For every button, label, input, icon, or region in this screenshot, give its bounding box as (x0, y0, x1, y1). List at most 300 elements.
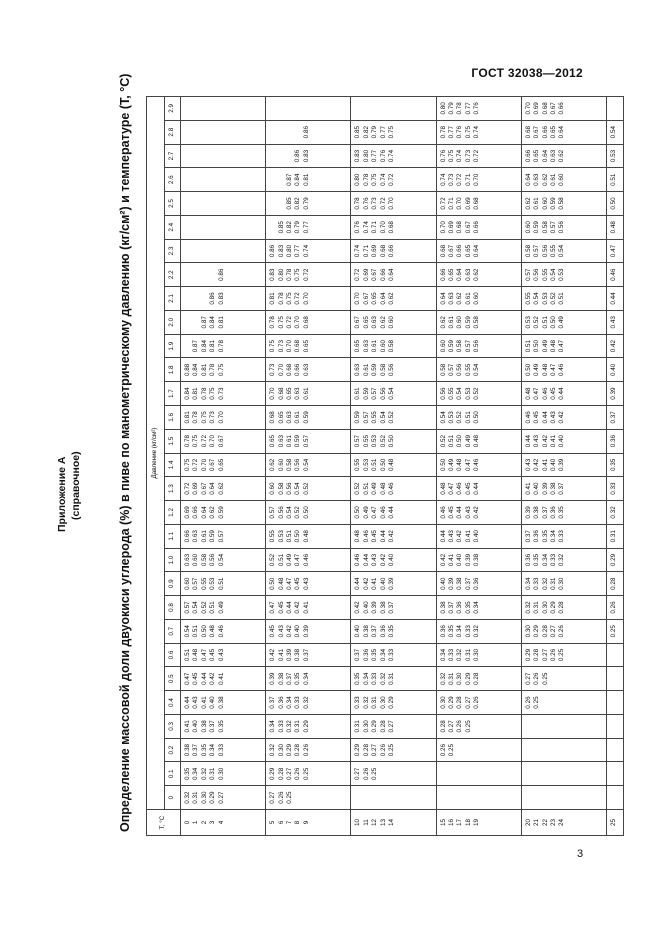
co2-value: 0.69 (533, 102, 541, 115)
co2-value: 0.65 (277, 411, 285, 424)
co2-value-cell (351, 429, 436, 453)
co2-value: 0.65 (302, 339, 310, 353)
co2-value: 0.41 (464, 530, 472, 543)
co2-value: 0.36 (549, 506, 557, 519)
co2-value: 0.81 (192, 387, 200, 400)
co2-value: 0.53 (371, 435, 379, 448)
co2-value: 0.52 (388, 411, 395, 424)
co2-value: 0.72 (200, 435, 208, 448)
co2-value: 0.46 (388, 482, 395, 495)
co2-value: 0.32 (286, 720, 293, 733)
co2-value: 0.39 (524, 506, 532, 519)
co2-value: 0.27 (354, 767, 362, 780)
co2-value: 0.29 (533, 625, 541, 638)
co2-value: 0.51 (286, 530, 293, 543)
co2-value-cell (266, 97, 351, 121)
co2-value: 0.25 (388, 743, 395, 757)
co2-value-cell (521, 643, 606, 667)
co2-value-cell (606, 287, 623, 311)
co2-value: 0.40 (192, 720, 200, 733)
co2-value (278, 121, 286, 144)
co2-value-cell (351, 358, 436, 382)
co2-value: 0.70 (217, 411, 225, 424)
co2-value: 0.34 (192, 767, 200, 780)
co2-value: 0.35 (533, 553, 541, 567)
co2-value: 0.41 (302, 601, 310, 614)
co2-value: 0.78 (439, 126, 447, 139)
co2-value: 0.65 (533, 149, 541, 163)
co2-value: 0.50 (549, 316, 557, 329)
co2-value-cell (521, 477, 606, 501)
co2-value: 0.38 (473, 553, 481, 567)
co2-value: 0.35 (541, 530, 549, 543)
co2-value: 0.61 (200, 530, 208, 543)
co2-value: 0.25 (541, 672, 549, 685)
co2-value (269, 168, 277, 191)
standard-code: ГОСТ 32038—2012 (471, 66, 583, 80)
co2-value: 0.35 (371, 648, 379, 662)
co2-value: 0.32 (456, 648, 464, 662)
co2-value: 0.56 (558, 221, 566, 234)
co2-value: 0.86 (269, 244, 277, 258)
co2-value: 0.62 (209, 506, 217, 519)
co2-value: 0.41 (200, 696, 208, 709)
co2-value: 0.27 (447, 720, 455, 733)
co2-value: 0.70 (209, 435, 217, 448)
co2-value-cell (606, 762, 623, 786)
co2-value: 0.32 (541, 577, 549, 590)
co2-value: 0.29 (549, 601, 557, 614)
co2-value: 0.46 (456, 482, 464, 495)
co2-value: 0.81 (200, 363, 208, 376)
co2-value: 0.29 (371, 720, 379, 733)
co2-value: 0.54 (456, 387, 464, 400)
co2-value: 0.38 (184, 743, 191, 757)
co2-value: 0.32 (269, 743, 277, 757)
co2-value: 0.49 (447, 458, 455, 472)
co2-value: 0.45 (294, 577, 302, 590)
co2-value: 0.32 (184, 791, 191, 804)
co2-value-cell (606, 168, 623, 192)
co2-value: 0.77 (371, 149, 379, 163)
co2-value: 0.31 (209, 767, 217, 780)
co2-value-cell (521, 667, 606, 691)
co2-value-cell (181, 786, 266, 810)
co2-value: 0.78 (184, 435, 191, 448)
co2-value: 0.52 (473, 387, 481, 400)
co2-value: 0.80 (286, 244, 293, 258)
co2-value-cell (181, 263, 266, 287)
co2-value (184, 287, 192, 310)
co2-value: 0.54 (184, 625, 191, 638)
co2-value: 0.63 (464, 268, 472, 281)
co2-value-cell (436, 667, 521, 691)
temperature-value: 11 (362, 819, 370, 826)
co2-value (201, 263, 209, 286)
co2-value: 0.67 (354, 316, 362, 329)
co2-value: 0.27 (371, 743, 379, 757)
co2-value: 0.44 (524, 435, 532, 448)
co2-value: 0.34 (524, 577, 532, 590)
co2-value: 0.45 (209, 648, 217, 662)
co2-value-cell (351, 477, 436, 501)
co2-value: 0.73 (209, 411, 217, 424)
co2-value: 0.50 (524, 363, 532, 376)
co2-value: 0.41 (549, 435, 557, 448)
temperature-value: 9 (302, 820, 310, 825)
co2-value: 0.25 (286, 791, 293, 804)
pressure-col-header: 2.9 (165, 97, 181, 121)
co2-value: 0.51 (277, 553, 285, 567)
co2-value: 0.45 (447, 506, 455, 519)
co2-value: 0.78 (209, 363, 217, 376)
co2-value: 0.42 (533, 458, 541, 472)
co2-value (278, 168, 286, 191)
co2-value-cell (181, 524, 266, 548)
co2-value: 0.30 (277, 743, 285, 757)
co2-value-cell (266, 382, 351, 406)
co2-value: 0.48 (456, 458, 464, 472)
co2-value (558, 691, 566, 714)
co2-value: 0.46 (473, 458, 481, 472)
co2-value: 0.70 (294, 316, 302, 329)
co2-value: 0.60 (558, 173, 566, 186)
co2-value-cell (351, 287, 436, 311)
co2-value: 0.77 (302, 221, 310, 234)
co2-value-cell (181, 548, 266, 572)
co2-value: 0.37 (558, 482, 566, 495)
co2-value: 0.74 (302, 244, 310, 258)
co2-value: 0.66 (456, 244, 464, 258)
co2-value: 0.54 (549, 268, 557, 281)
table-row (521, 97, 606, 836)
temperature-value: 10 (354, 819, 362, 827)
co2-value: 0.46 (217, 625, 225, 638)
co2-value: 0.34 (362, 672, 370, 685)
co2-value: 0.40 (558, 435, 566, 448)
co2-value: 0.78 (192, 411, 200, 424)
co2-value-cell (266, 215, 351, 239)
co2-value: 0.42 (558, 411, 566, 424)
co2-value: 0.51 (371, 458, 379, 472)
co2-value: 0.52 (379, 435, 387, 448)
co2-value: 0.31 (192, 791, 200, 804)
co2-value: 0.46 (362, 530, 370, 543)
co2-value: 0.28 (541, 625, 549, 638)
co2-value: 0.30 (473, 648, 481, 662)
co2-value: 0.73 (464, 149, 472, 163)
temperature-value: 18 (464, 819, 472, 827)
co2-value: 0.31 (609, 530, 617, 543)
co2-value: 0.83 (354, 149, 362, 163)
co2-value: 0.45 (533, 411, 541, 424)
co2-value-cell (606, 738, 623, 762)
co2-value: 0.42 (439, 553, 447, 567)
co2-value-cell (436, 382, 521, 406)
temperature-value: 20 (524, 819, 532, 827)
co2-value: 0.65 (362, 316, 370, 329)
co2-value-cell (436, 643, 521, 667)
pressure-col-header: 2.4 (165, 215, 181, 239)
co2-value: 0.28 (439, 720, 447, 733)
co2-value-cell (436, 477, 521, 501)
co2-value (269, 145, 277, 168)
co2-value: 0.35 (447, 625, 455, 638)
co2-value: 0.51 (217, 577, 225, 590)
co2-value: 0.28 (362, 743, 370, 757)
co2-value: 0.58 (558, 197, 566, 210)
co2-value-cell (351, 144, 436, 168)
co2-value-cell (181, 714, 266, 738)
co2-value: 0.40 (456, 553, 464, 567)
co2-value: 0.74 (379, 173, 387, 186)
co2-value: 0.43 (609, 316, 617, 329)
co2-value: 0.61 (362, 363, 370, 376)
co2-value: 0.56 (541, 244, 549, 258)
co2-value: 0.25 (371, 767, 379, 780)
co2-value-cell (436, 334, 521, 358)
co2-value: 0.40 (379, 577, 387, 590)
temperature-value: 0 (184, 820, 191, 825)
co2-value-cell (266, 263, 351, 287)
co2-value: 0.44 (379, 530, 387, 543)
co2-value: 0.52 (533, 316, 541, 329)
co2-value: 0.68 (456, 221, 464, 234)
co2-value-cell (266, 524, 351, 548)
temperature-value: 14 (388, 819, 395, 827)
co2-value-cell (521, 786, 606, 810)
co2-value: 0.79 (302, 197, 310, 210)
co2-value-cell (266, 239, 351, 263)
co2-value: 0.49 (558, 316, 566, 329)
co2-value: 0.64 (473, 244, 481, 258)
co2-value: 0.37 (464, 577, 472, 590)
co2-value: 0.71 (464, 173, 472, 186)
co2-value: 0.47 (200, 648, 208, 662)
co2-value: 0.63 (192, 530, 200, 543)
co2-value: 0.66 (541, 126, 549, 139)
co2-value-cell (266, 358, 351, 382)
co2-value: 0.63 (354, 363, 362, 376)
co2-value: 0.75 (269, 339, 277, 353)
co2-value-cell (606, 572, 623, 596)
co2-value: 0.29 (524, 648, 532, 662)
co2-value-cell (521, 358, 606, 382)
co2-value: 0.56 (533, 268, 541, 281)
co2-value: 0.27 (524, 672, 532, 685)
co2-value: 0.39 (371, 601, 379, 614)
co2-value: 0.62 (217, 482, 225, 495)
co2-value: 0.65 (464, 244, 472, 258)
co2-value-cell (181, 334, 266, 358)
co2-value-cell (521, 334, 606, 358)
co2-value-cell (266, 572, 351, 596)
co2-value: 0.40 (362, 601, 370, 614)
co2-value: 0.38 (277, 672, 285, 685)
co2-value: 0.70 (456, 197, 464, 210)
co2-value: 0.59 (354, 411, 362, 424)
co2-value: 0.37 (354, 648, 362, 662)
co2-value-cell (521, 97, 606, 121)
temperature-value: 2 (200, 820, 208, 825)
co2-value: 0.56 (209, 553, 217, 567)
co2-value: 0.34 (549, 530, 557, 543)
co2-value: 0.42 (286, 625, 293, 638)
co2-value: 0.72 (302, 268, 310, 281)
temperature-cell (181, 810, 266, 836)
co2-value: 0.25 (447, 743, 455, 757)
co2-value: 0.41 (524, 482, 532, 495)
co2-value: 0.28 (294, 743, 302, 757)
co2-value: 0.84 (184, 387, 191, 400)
co2-value: 0.28 (609, 577, 617, 590)
co2-value-cell (266, 144, 351, 168)
temperature-value: 7 (286, 820, 293, 825)
co2-value: 0.49 (464, 435, 472, 448)
co2-value: 0.32 (524, 601, 532, 614)
co2-value: 0.67 (447, 244, 455, 258)
co2-value: 0.49 (362, 506, 370, 519)
co2-value: 0.59 (464, 316, 472, 329)
co2-value: 0.47 (184, 672, 191, 685)
co2-value: 0.33 (447, 648, 455, 662)
table-row (436, 97, 521, 836)
co2-value: 0.67 (533, 126, 541, 139)
co2-value: 0.60 (388, 316, 395, 329)
co2-value-cell (521, 215, 606, 239)
co2-value: 0.38 (294, 648, 302, 662)
co2-value: 0.53 (362, 458, 370, 472)
co2-value: 0.50 (269, 577, 277, 590)
co2-value: 0.52 (439, 435, 447, 448)
co2-value (192, 263, 200, 286)
co2-value: 0.54 (286, 506, 293, 519)
co2-value-cell (521, 192, 606, 216)
co2-value: 0.47 (549, 363, 557, 376)
co2-value: 0.62 (524, 197, 532, 210)
co2-value (456, 739, 464, 762)
co2-value: 0.56 (439, 387, 447, 400)
co2-value: 0.38 (456, 577, 464, 590)
co2-value: 0.74 (388, 149, 395, 163)
pressure-col-header: 2.6 (165, 168, 181, 192)
page-number: 3 (577, 848, 584, 860)
co2-value: 0.57 (184, 601, 191, 614)
co2-value: 0.76 (379, 149, 387, 163)
co2-value: 0.42 (609, 339, 617, 353)
co2-value: 0.31 (533, 601, 541, 614)
co2-value: 0.53 (609, 149, 617, 163)
co2-value-cell (351, 524, 436, 548)
co2-value-cell (521, 619, 606, 643)
co2-value-cell (521, 453, 606, 477)
co2-value: 0.39 (464, 553, 472, 567)
co2-value: 0.32 (302, 696, 310, 709)
co2-value: 0.36 (456, 601, 464, 614)
co2-value: 0.74 (362, 221, 370, 234)
co2-value-cell (606, 524, 623, 548)
co2-value: 0.72 (388, 173, 395, 186)
co2-value: 0.69 (362, 268, 370, 281)
co2-value: 0.26 (533, 672, 541, 685)
co2-value: 0.31 (388, 672, 395, 685)
co2-value (550, 667, 558, 690)
co2-value: 0.30 (200, 791, 208, 804)
co2-value: 0.51 (609, 173, 617, 186)
co2-value: 0.27 (549, 625, 557, 638)
co2-value-cell (266, 477, 351, 501)
co2-value: 0.60 (473, 292, 481, 305)
co2-value: 0.54 (379, 411, 387, 424)
co2-value: 0.58 (456, 339, 464, 353)
co2-value: 0.28 (473, 672, 481, 685)
co2-value: 0.36 (609, 435, 617, 448)
co2-value: 0.86 (209, 292, 217, 305)
co2-value: 0.44 (184, 696, 191, 709)
co2-value-cell (436, 405, 521, 429)
co2-value: 0.44 (439, 530, 447, 543)
co2-value: 0.40 (388, 553, 395, 567)
co2-value-cell (521, 572, 606, 596)
co2-value-cell (521, 239, 606, 263)
co2-value (269, 216, 277, 239)
co2-value: 0.58 (286, 458, 293, 472)
co2-value: 0.50 (439, 458, 447, 472)
co2-value: 0.30 (558, 577, 566, 590)
co2-value: 0.27 (464, 696, 472, 709)
co2-value: 0.51 (362, 482, 370, 495)
co2-value: 0.80 (354, 173, 362, 186)
co2-value: 0.51 (209, 601, 217, 614)
co2-value: 0.63 (533, 173, 541, 186)
co2-value: 0.81 (184, 411, 191, 424)
co2-value: 0.34 (269, 720, 277, 733)
co2-value-cell (181, 667, 266, 691)
co2-value: 0.61 (354, 387, 362, 400)
co2-value: 0.51 (558, 292, 566, 305)
co2-value: 0.62 (388, 292, 395, 305)
co2-value: 0.64 (209, 482, 217, 495)
co2-value: 0.58 (473, 316, 481, 329)
pressure-col-header: 2.8 (165, 120, 181, 144)
co2-value: 0.72 (379, 197, 387, 210)
co2-value: 0.64 (388, 268, 395, 281)
co2-value: 0.39 (447, 577, 455, 590)
co2-value: 0.48 (609, 221, 617, 234)
co2-value-cell (351, 501, 436, 525)
co2-value (550, 691, 558, 714)
temperature-cell (351, 810, 436, 836)
co2-value-cell (606, 405, 623, 429)
co2-value: 0.40 (354, 625, 362, 638)
co2-value: 0.59 (533, 221, 541, 234)
co2-value: 0.37 (302, 648, 310, 662)
co2-value: 0.43 (302, 577, 310, 590)
pressure-col-header: 0 (165, 786, 181, 810)
co2-value: 0.77 (464, 102, 472, 115)
co2-value-cell (351, 168, 436, 192)
co2-value: 0.45 (192, 672, 200, 685)
co2-value-cell (436, 714, 521, 738)
co2-value-cell (351, 619, 436, 643)
co2-value: 0.38 (439, 601, 447, 614)
co2-value: 0.66 (379, 268, 387, 281)
co2-value: 0.26 (524, 696, 532, 709)
co2-value: 0.59 (302, 411, 310, 424)
co2-value: 0.65 (269, 435, 277, 448)
co2-value: 0.38 (362, 625, 370, 638)
pressure-col-header: 1.2 (165, 501, 181, 525)
